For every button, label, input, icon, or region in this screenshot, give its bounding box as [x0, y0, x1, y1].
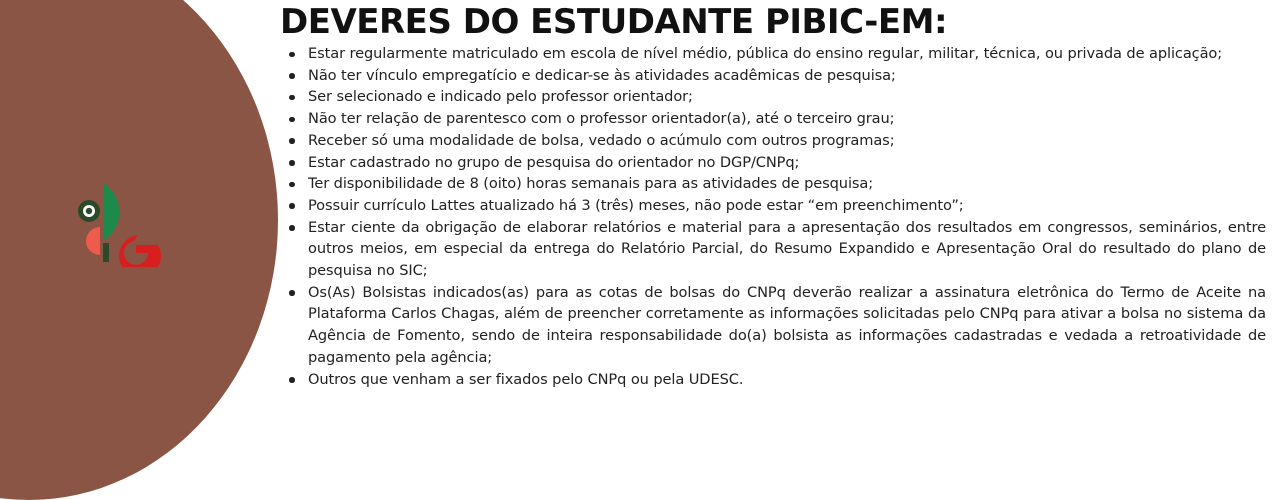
duty-item: Ser selecionado e indicado pelo professor orientador; — [308, 86, 1266, 108]
udesc-ic-logo-icon — [76, 183, 164, 267]
duty-item: Estar regularmente matriculado em escola de nível médio, pública do ensino regular, militar, técnica, ou privada de aplicação; — [308, 43, 1266, 65]
duties-list — [280, 43, 1266, 390]
duty-item: Outros que venham a ser fixados pelo CNPq ou pela UDESC. — [308, 369, 1266, 391]
duty-item: Ter disponibilidade de 8 (oito) horas semanais para as atividades de pesquisa; — [308, 173, 1266, 195]
duty-item: Possuir currículo Lattes atualizado há 3 (três) meses, não pode estar “em preenchimento”; — [308, 195, 1266, 217]
duty-item: Estar cadastrado no grupo de pesquisa do orientador no DGP/CNPq; — [308, 152, 1266, 174]
duty-item: Os(As) Bolsistas indicados(as) para as cotas de bolsas do CNPq deverão realizar a assinatura eletrônica do Termo de Aceite na Plataforma Carlos Chagas, além de preencher corretamente as informações solicitadas pelo CNPq para ativar a bolsa no sistema da Agência de Fomento, sendo de inteira responsabilidade do(a) bolsista as informações cadastradas e vedada a retroatividade de pagamento pela agência; — [308, 282, 1266, 369]
duty-item: Não ter vínculo empregatício e dedicar-se às atividades acadêmicas de pesquisa; — [308, 65, 1266, 87]
content-area — [280, 0, 1266, 390]
duty-item: Receber só uma modalidade de bolsa, vedado o acúmulo com outros programas; — [308, 130, 1266, 152]
duty-item: Estar ciente da obrigação de elaborar relatórios e material para a apresentação dos resultados em congressos, seminários, entre outros meios, em especial da entrega do Relatório Parcial, do Resumo Expandido e Apresentação Oral do resultado do plano de pesquisa no SIC; — [308, 217, 1266, 282]
duty-item: Não ter relação de parentesco com o professor orientador(a), até o terceiro grau; — [308, 108, 1266, 130]
page-title: DEVERES DO ESTUDANTE PIBIC-EM: — [280, 2, 948, 42]
